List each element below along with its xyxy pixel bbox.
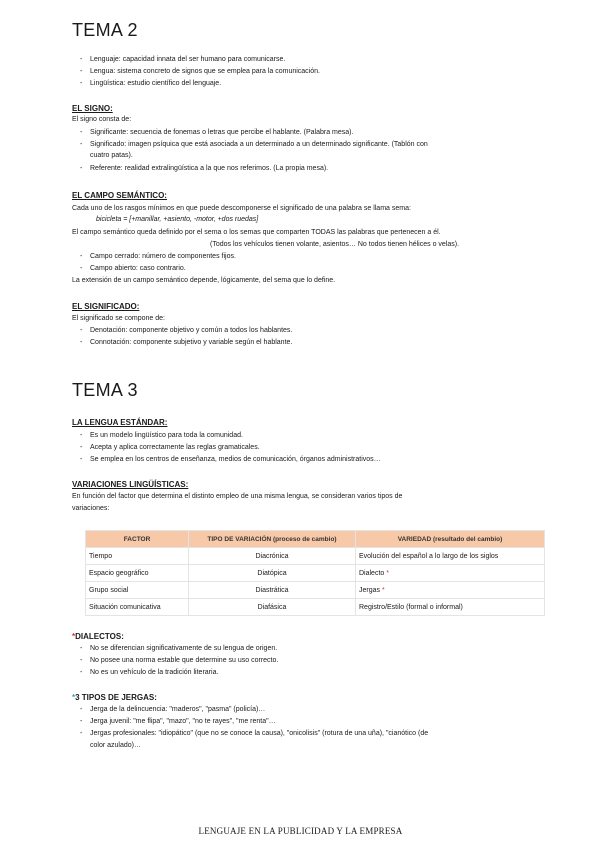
list-item: - Jerga de la delincuencia: "maderos", "pasma" (policía)… [80, 706, 266, 713]
tema3-title: TEMA 3 [72, 380, 138, 400]
campo-line1: Cada uno de los rasgos mínimos en que puede descomponerse el significado de una palabra se llama sema: [72, 205, 411, 212]
table-cell: Diatópica [189, 565, 356, 582]
variation-table [85, 530, 545, 616]
variaciones-line1: En función del factor que determina el distinto empleo de una misma lengua, se consideran varios tipos de [72, 493, 403, 500]
list-item-continuation: color azulado)… [90, 742, 141, 749]
section-heading-campo: EL CAMPO SEMÁNTICO: [72, 191, 167, 200]
campo-line3: La extensión de un campo semántico depende, lógicamente, del sema que lo define. [72, 277, 336, 284]
list-item: - Significante: secuencia de fonemas o letras que percibe el hablante. (Palabra mesa). [80, 129, 354, 136]
table-cell: Grupo social [86, 582, 189, 599]
red-asterisk-mark: * [72, 632, 76, 641]
list-item: - Denotación: componente objetivo y común a todos los hablantes. [80, 327, 293, 334]
list-item: - Acepta y aplica correctamente las reglas gramaticales. [80, 444, 260, 451]
list-item: - No posee una norma estable que determine su uso correcto. [80, 657, 279, 664]
blue-asterisk-mark: * [72, 693, 76, 702]
variaciones-line1-cont: variaciones: [72, 505, 110, 512]
page-footer: LENGUAJE EN LA PUBLICIDAD Y LA EMPRESA [198, 826, 403, 836]
list-item: - Jerga juvenil: "me flipa", "mazo", "no te rayes", "me renta"… [80, 718, 276, 725]
list-item: - Se emplea en los centros de enseñanza, medios de comunicación, órganos administrativos… [80, 456, 381, 463]
list-item: - Lengua: sistema concreto de signos que se emplea para la comunicación. [80, 68, 320, 75]
list-item: - Campo cerrado: número de componentes fijos. [80, 253, 236, 260]
table-cell: Situación comunicativa [86, 599, 189, 616]
table-header-cell: VARIEDAD (resultado del cambio) [356, 531, 545, 548]
table-row [86, 565, 545, 582]
section-heading-significado: EL SIGNIFICADO: [72, 302, 140, 311]
significado-intro: El significado se compone de: [72, 315, 165, 322]
red-asterisk-mark: * [386, 569, 389, 577]
dialectos-heading: *DIALECTOS: [72, 632, 124, 641]
table-cell: Dialecto * [356, 565, 545, 582]
red-asterisk-mark: * [381, 586, 385, 594]
table-cell: Registro/Estilo (formal o informal) [356, 599, 545, 616]
section-heading-signo: EL SIGNO: [72, 104, 113, 113]
list-item: - Campo abierto: caso contrario. [80, 265, 186, 272]
table-cell: Evolución del español a lo largo de los siglos [356, 548, 545, 565]
table-cell: Diastrática [189, 582, 356, 599]
list-item-continuation: cuatro patas). [90, 152, 133, 159]
table-cell: Espacio geográfico [86, 565, 189, 582]
table-cell: Jergas * [356, 582, 545, 599]
list-item: - No se diferencian significativamente de su lengua de origen. [80, 645, 278, 652]
table-header-row [86, 531, 545, 548]
table-header-cell: TIPO DE VARIACIÓN (proceso de cambio) [189, 531, 356, 548]
signo-intro: El signo consta de: [72, 116, 132, 123]
section-heading-estandar: LA LENGUA ESTÁNDAR: [72, 418, 168, 427]
table-row [86, 582, 545, 599]
list-item: - Es un modelo lingüístico para toda la comunidad. [80, 432, 243, 439]
table-cell: Diacrónica [189, 548, 356, 565]
table-cell: Diafásica [189, 599, 356, 616]
table-row [86, 599, 545, 616]
jergas-heading: *3 TIPOS DE JERGAS: [72, 693, 157, 702]
list-item: - Connotación: componente subjetivo y variable según el hablante. [80, 339, 293, 346]
tema2-title: TEMA 2 [72, 20, 138, 40]
campo-line2-cont: (Todos los vehículos tienen volante, asientos… No todos tienen hélices o velas). [210, 241, 460, 248]
list-item: - Lingüística: estudio científico del lenguaje. [80, 80, 222, 87]
table-cell: Tiempo [86, 548, 189, 565]
list-item: - Referente: realidad extralingüística a la que nos referimos. (La propia mesa). [80, 165, 329, 172]
section-heading-variaciones: VARIACIONES LINGÜÍSTICAS: [72, 480, 189, 489]
list-item: - Lenguaje: capacidad innata del ser humano para comunicarse. [80, 56, 286, 63]
table-row [86, 548, 545, 565]
table-header-cell: FACTOR [86, 531, 189, 548]
list-item: - No es un vehículo de la tradición literaria. [80, 669, 219, 676]
campo-example: bicicleta = [+manillar, +asiento, -motor, +dos ruedas] [96, 216, 259, 223]
list-item: - Jergas profesionales: "idiopático" (que no se conoce la causa), "onicolisis" (rotura de una uña), "cianótico (de [80, 730, 429, 737]
list-item: - Significado: imagen psíquica que está asociada a un determinado a un determinado significante. (Tablón con [80, 141, 428, 148]
campo-line2: El campo semántico queda definido por el sema o los semas que comparten TODAS las palabras que pertenecen a él. [72, 229, 441, 236]
